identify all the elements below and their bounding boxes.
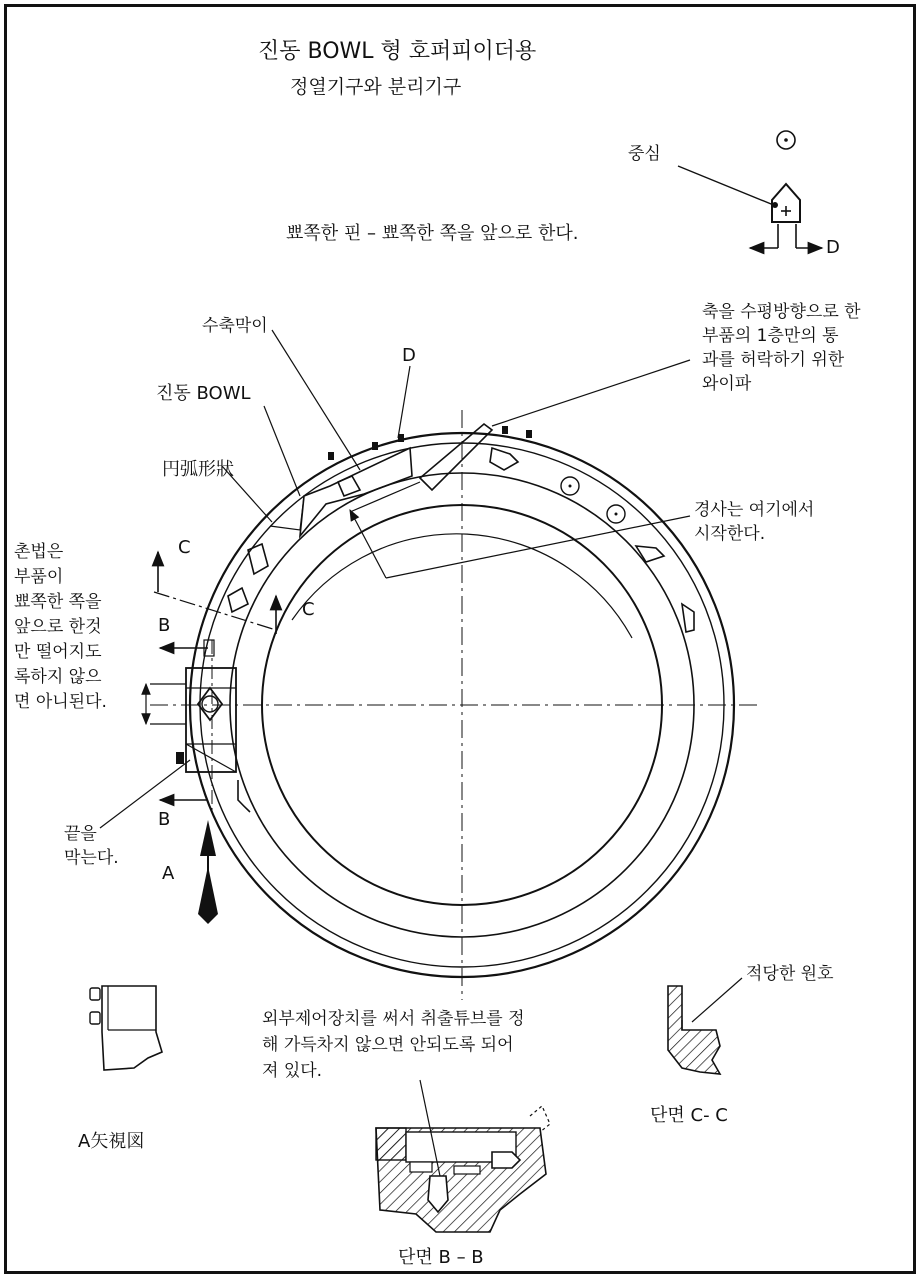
label-a-view: A矢視図	[78, 1131, 145, 1152]
label-b-top: B	[158, 615, 171, 636]
bowl-main	[150, 410, 760, 1000]
label-end-note: 끝을 막는다.	[64, 824, 119, 868]
label-d-arrow: D	[826, 237, 840, 258]
label-b-bottom: B	[158, 809, 171, 830]
label-size-note: 촌법은 부품이 뾰쪽한 쪽을 앞으로 한것 만 떨어지도 록하지 않으 면 아니된다.	[14, 542, 107, 712]
label-arc-note: 적당한 원호	[746, 964, 834, 984]
label-wiper-note: 축을 수평방향으로 한 부품의 1층만의 통 과를 허락하기 위한 와이파	[702, 302, 861, 394]
label-bowl: 진동 BOWL	[156, 383, 251, 404]
a-view-detail	[90, 986, 162, 1070]
section-cc-detail	[668, 978, 742, 1074]
rib-guides	[270, 424, 492, 536]
title-line-2: 정열기구와 분리기구	[290, 76, 462, 98]
label-c-left: C	[178, 537, 191, 558]
label-d-mark: D	[402, 345, 416, 366]
label-section-bb: 단면 B – B	[398, 1247, 484, 1268]
label-tube-note: 외부제어장치를 써서 취출튜브를 정 해 가득차지 않으면 안되도록 되어 져 있다.	[262, 1009, 525, 1081]
label-rib: 수축막이	[202, 316, 268, 336]
label-pin-note: 뾰쪽한 핀 – 뾰쪽한 쪽을 앞으로 한다.	[286, 223, 579, 244]
label-center: 중심	[628, 144, 661, 164]
label-a-arrow: A	[162, 863, 175, 884]
section-bb-detail	[376, 1080, 550, 1232]
label-section-cc: 단면 C- C	[650, 1105, 728, 1126]
title-line-1: 진동 BOWL 형 호퍼피이더용	[258, 39, 537, 64]
pin-detail	[678, 131, 822, 248]
label-slope-note: 경사는 여기에서 시작한다.	[694, 500, 815, 544]
view-a-arrow	[198, 820, 218, 924]
label-arc-shape: 円弧形狀	[162, 459, 234, 480]
label-c-right: C	[302, 599, 315, 620]
